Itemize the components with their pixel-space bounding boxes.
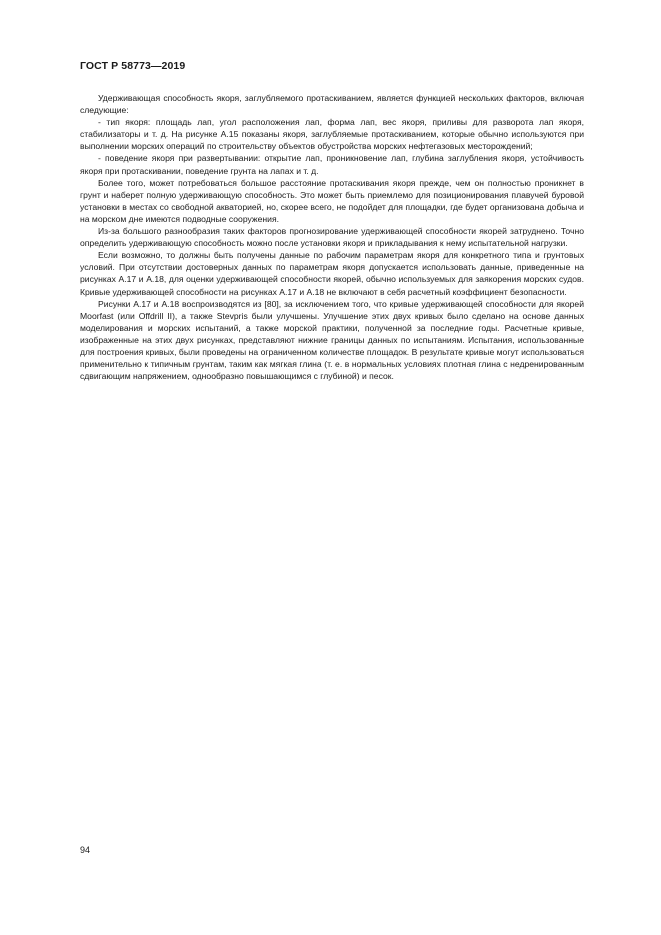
paragraph: Если возможно, то должны быть получены данные по рабочим параметрам якоря для конкретного типа и грунтовых условий. При отсутствии достоверных данных по параметрам якоря допускается использовать данные, приведенные на рисунках А.17 и А.18, для оценки удерживающей способности якорей, обычно используемых для заякорения морских судов. Кривые удерживающей способности на рисунках А.17 и А.18 не включают в себя расчетный коэффициент безопасности. [80, 250, 584, 297]
paragraph: Удерживающая способность якоря, заглубляемого протаскиванием, является функцией нескольких факторов, включая следующие: [80, 93, 584, 116]
paragraph: Из-за большого разнообразия таких факторов прогнозирование удерживающей способности якорей затруднено. Точно определить удерживающую способность можно после установки якоря и прикладывания к нему испытательной нагрузки. [80, 226, 584, 249]
list-item: - поведение якоря при развертывании: открытие лап, проникновение лап, глубина заглубления якоря, устойчивость якоря при протаскивании, поведение грунта на лапах и т. д. [80, 153, 584, 176]
list-item: - тип якоря: площадь лап, угол расположения лап, форма лап, вес якоря, приливы для разворота лап якоря, стабилизаторы и т. д. На рисунке А.15 показаны якоря, заглубляемые протаскиванием, которые обычно используются при выполнении морских операций по строительству объектов обустройства морских нефтегазовых месторождений; [80, 117, 584, 152]
page-number: 94 [80, 845, 91, 855]
paragraph: Рисунки А.17 и А.18 воспроизводятся из [80], за исключением того, что кривые удерживающей способности для якорей Moorfast (или Offdrill II), а также Stevpris были улучшены. Улучшение этих двух кривых было сделано на основе данных моделирования и морских испытаний, а также морской практики, полученной за последние годы. Расчетные кривые, изображенные на этих двух рисунках, представляют нижние границы данных по испытаниям. Испытания, использованные для построения кривых, были проведены на ограниченном количестве площадок. В результате кривые могут использоваться применительно к типичным грунтам, таким как мягкая глина (т. е. в нормальных условиях плотная глина с недренированным сдвигающим напряжением, однообразно повышающимся с глубиной) и песок. [80, 298, 584, 382]
paragraph: Более того, может потребоваться большое расстояние протаскивания якоря прежде, чем он полностью проникнет в грунт и наберет полную удерживающую способность. Это может быть приемлемо для позиционирования плавучей буровой установки в местах со свободной акваторией, но, скорее всего, не подойдет для площадки, где будет организована добыча и на морском дне имеются подводные сооружения. [80, 177, 584, 224]
document-header: ГОСТ Р 58773—2019 [80, 60, 186, 72]
body-text [80, 92, 584, 382]
